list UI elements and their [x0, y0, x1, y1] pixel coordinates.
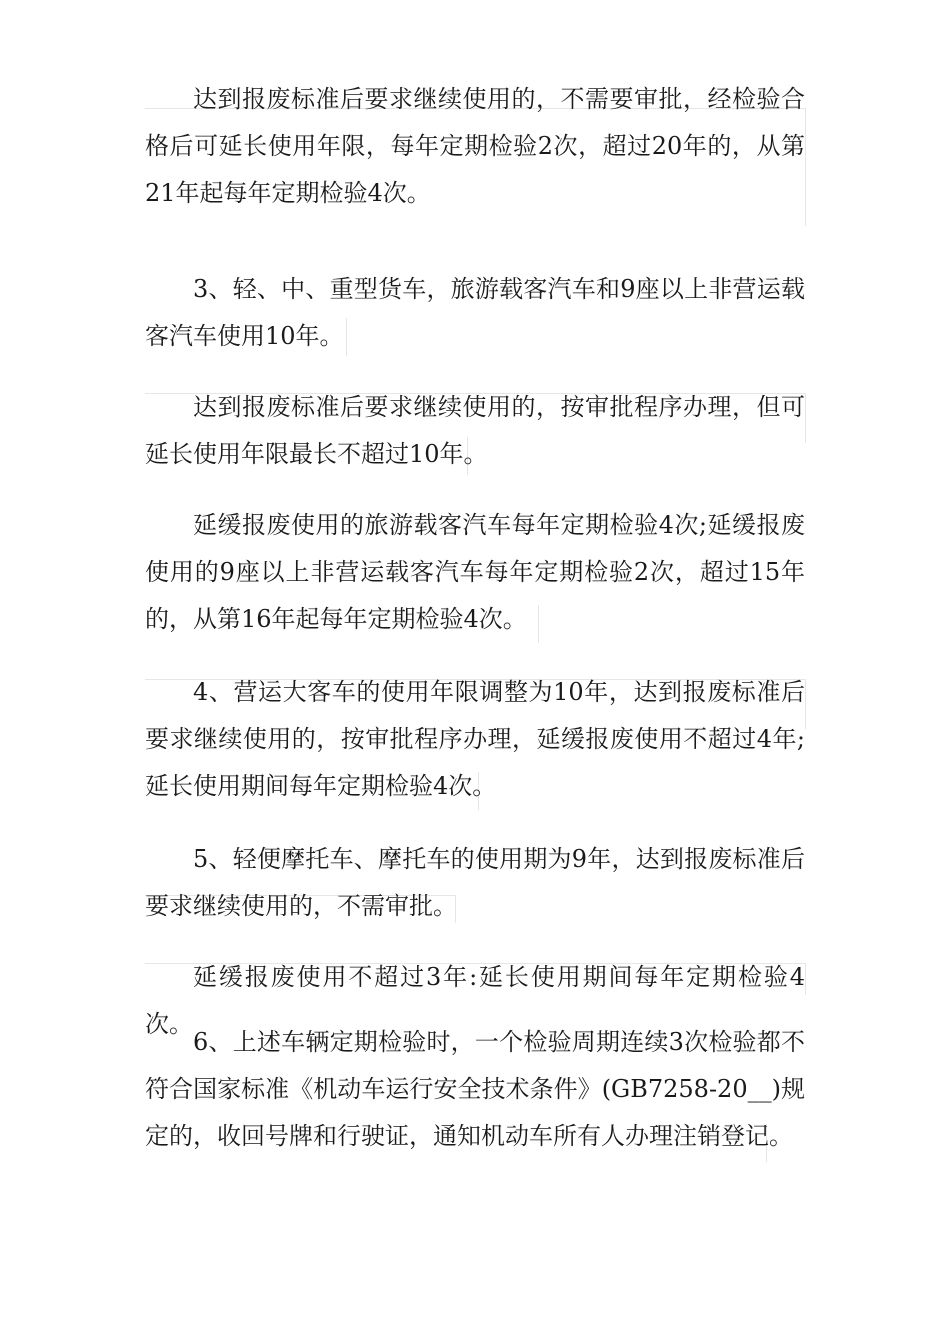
paragraph: 4、营运大客车的使用年限调整为10年，达到报废标准后要求继续使用的，按审批程序办理，延缓报废使用不超过4年;延长使用期间每年定期检验4次。	[145, 678, 805, 800]
paragraph: 5、轻便摩托车、摩托车的使用期为9年，达到报废标准后要求继续使用的，不需审批。	[145, 845, 805, 920]
paragraph: 延缓报废使用的旅游载客汽车每年定期检验4次;延缓报废使用的9座以上非营运载客汽车每年定期检验2次，超过15年的，从第16年起每年定期检验4次。	[145, 511, 805, 633]
paragraph: 延缓报废使用不超过3年:延长使用期间每年定期检验4次。	[145, 963, 805, 1038]
guide-line	[805, 679, 806, 729]
guide-line	[805, 108, 806, 226]
paragraph: 达到报废标准后要求继续使用的，按审批程序办理，但可延长使用年限最长不超过10年。	[145, 393, 805, 468]
paragraph: 6、上述车辆定期检验时，一个检验周期连续3次检验都不符合国家标准《机动车运行安全技术条件》(GB7258-20__)规定的，收回号牌和行驶证，通知机动车所有人办理注销登记。	[145, 1028, 805, 1150]
guide-line	[805, 393, 806, 443]
guide-line	[805, 963, 806, 995]
paragraph: 达到报废标准后要求继续使用的，不需要审批，经检验合格后可延长使用年限，每年定期检验2次，超过20年的，从第21年起每年定期检验4次。	[145, 85, 805, 207]
paragraph: 3、轻、中、重型货车，旅游载客汽车和9座以上非营运载客汽车使用10年。	[145, 275, 805, 350]
